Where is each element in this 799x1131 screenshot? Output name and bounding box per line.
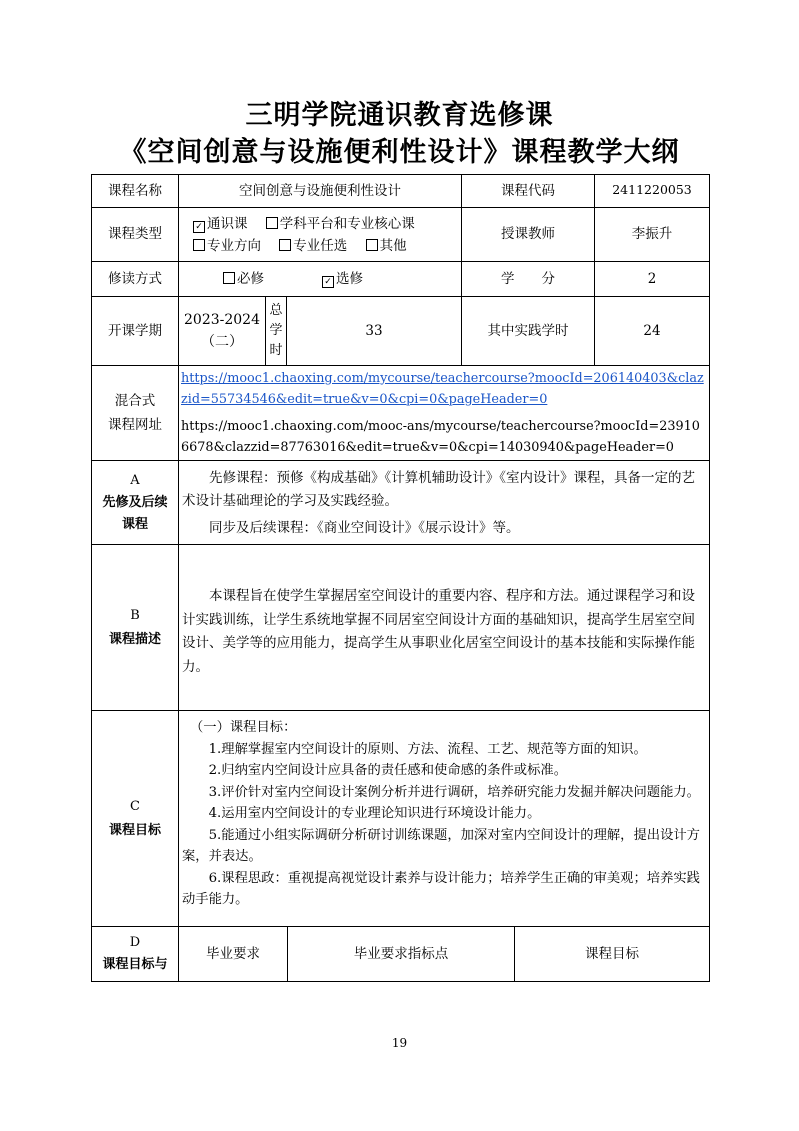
practice-hours-label: 其中实践学时 <box>461 296 595 366</box>
course-code-label: 课程代码 <box>461 174 595 208</box>
goal-item: 1.理解掌握室内空间设计的原则、方法、流程、工艺、规范等方面的知识。 <box>208 741 647 757</box>
course-name-value: 空间创意与设施便利性设计 <box>178 174 462 208</box>
course-type-options <box>178 207 462 262</box>
study-mode-option-elective[interactable]: ✓ 选修 <box>322 269 363 290</box>
credit-label: 学 分 <box>461 261 595 297</box>
section-a-label: A 先修及后续 课程 <box>91 460 179 545</box>
page-number: 19 <box>391 1036 408 1050</box>
credit-value: 2 <box>594 261 710 297</box>
course-type-option-direction[interactable]: 专业方向 <box>193 235 261 257</box>
course-code-value: 2411220053 <box>594 174 710 208</box>
checkbox-icon <box>223 272 235 284</box>
goal-item: 2.归纳室内空间设计应具备的责任感和使命感的条件或标准。 <box>208 763 567 778</box>
teacher-value: 李振升 <box>594 207 710 262</box>
study-mode-options <box>178 261 462 297</box>
teacher-label: 授课教师 <box>461 207 595 262</box>
course-description-text: 本课程旨在使学生掌握居室空间设计的重要内容、程序和方法。通过课程学习和设计实践训练，让学生系统地掌握不同居室空间设计方面的基础知识，提高学生居室空间设计、美学等的应用能力，提高学生从事职业化居室空间设计的基本技能和实际操作能力。 <box>182 588 695 675</box>
course-type-option-general[interactable]: ✓ 通识课 <box>193 213 248 235</box>
course-type-option-elective[interactable]: 专业任选 <box>279 235 347 257</box>
section-c-content <box>178 710 710 927</box>
checked-box-icon: ✓ <box>193 221 205 233</box>
checked-box-icon: ✓ <box>322 276 334 288</box>
course-url-text-2: https://mooc1.chaoxing.com/mooc-ans/mycourse/teachercourse?moocId=239106678&clazzid=87763016&edit=true&v=0&cpi=14030940&pageHeader=0 <box>181 419 700 455</box>
goal-item: 5.能通过小组实际调研分析研讨训练课题，加深对室内空间设计的理解，提出设计方案，并表达。 <box>182 827 700 864</box>
study-mode-label: 修读方式 <box>91 261 179 297</box>
course-goal-header: 课程目标 <box>514 926 710 982</box>
total-hours-label: 总 学 时 <box>265 296 287 366</box>
total-hours-value: 33 <box>286 296 462 366</box>
follow-up-text: 同步及后续课程：《商业空间设计》《展示设计》等。 <box>209 520 520 536</box>
section-b-label: B 课程描述 <box>91 544 179 711</box>
section-c-label: C 课程目标 <box>91 710 179 927</box>
course-type-label: 课程类型 <box>91 207 179 262</box>
study-mode-option-required[interactable]: 必修 <box>223 269 264 290</box>
semester-value <box>178 296 266 366</box>
goals-heading: （一）课程目标： <box>190 720 297 735</box>
grid-container <box>91 174 710 982</box>
practice-hours-value: 24 <box>594 296 710 366</box>
course-url-link-1[interactable]: https://mooc1.chaoxing.com/mycourse/teachercourse?moocId=206140403&clazzid=55734546&edit=true&v=0&cpi=0&pageHeader=0 <box>181 371 704 407</box>
semester-term: （二） <box>201 334 243 350</box>
goal-item: 6.课程思政：重视提高视觉设计素养与设计能力；培养学生正确的审美观；培养实践动手能力。 <box>182 870 700 907</box>
goal-item: 3.评价针对室内空间设计案例分析并进行调研，培养研究能力发掘并解决问题能力。 <box>208 784 700 800</box>
section-d-label: D 课程目标与 <box>91 926 179 982</box>
goal-item: 4.运用室内空间设计的专业理论知识进行环境设计能力。 <box>208 806 541 821</box>
requirement-indicator-header: 毕业要求指标点 <box>287 926 515 982</box>
course-type-option-core[interactable]: 学科平台和专业核心课 <box>266 213 415 235</box>
prerequisite-text: 先修课程：预修《构成基础》《计算机辅助设计》《室内设计》课程，具备一定的艺术设计基础理论的学习及实践经验。 <box>182 470 695 509</box>
checkbox-icon <box>193 239 205 251</box>
checkbox-icon <box>366 239 378 251</box>
section-a-content <box>178 460 710 545</box>
course-url-label: 混合式 课程网址 <box>91 365 179 461</box>
document-title-line1: 三明学院通识教育选修课 <box>245 100 554 131</box>
section-b-content <box>178 544 710 711</box>
document-title-line2: 《空间创意与设施便利性设计》课程教学大纲 <box>119 137 680 168</box>
semester-label: 开课学期 <box>91 296 179 366</box>
semester-year: 2023-2024 <box>184 312 260 328</box>
course-type-option-other[interactable]: 其他 <box>366 235 407 257</box>
checkbox-icon <box>266 217 278 229</box>
course-url-content <box>178 365 710 461</box>
graduation-requirement-header: 毕业要求 <box>178 926 288 982</box>
checkbox-icon <box>279 239 291 251</box>
course-name-label: 课程名称 <box>91 174 179 208</box>
